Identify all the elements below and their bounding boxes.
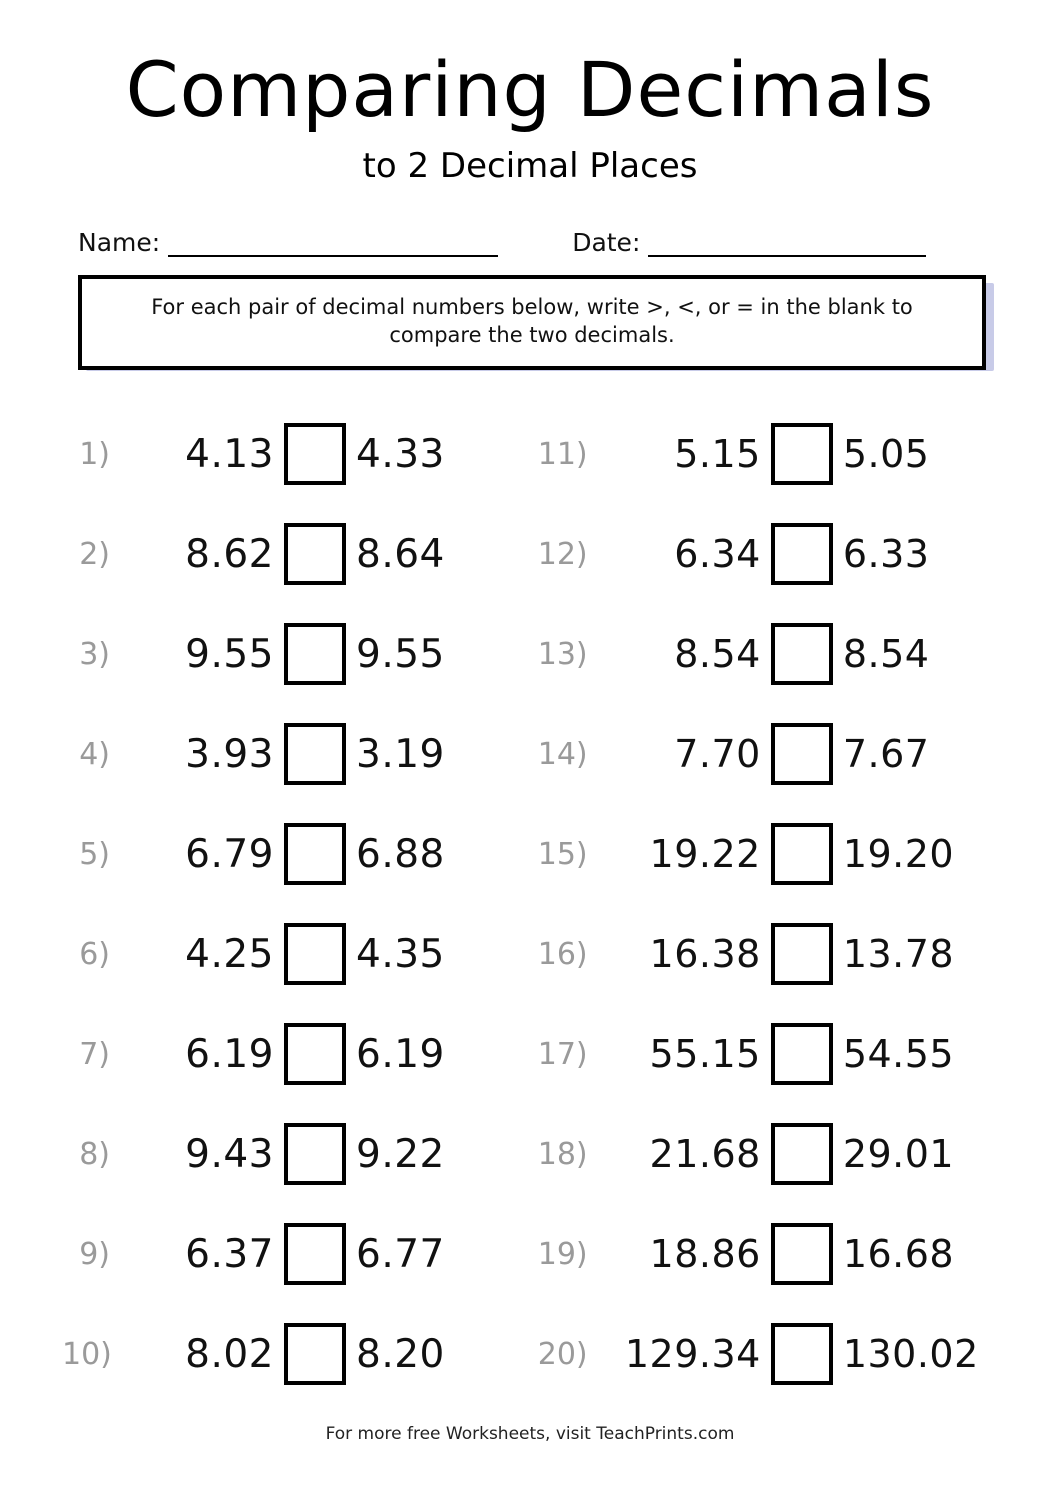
problem-row (532, 704, 1002, 804)
left-operand: 4.13 (185, 431, 274, 477)
problem-number: 17) (537, 1036, 588, 1072)
answer-box[interactable] (771, 423, 833, 485)
left-operand: 55.15 (649, 1032, 761, 1076)
answer-box[interactable] (284, 723, 346, 785)
left-operand: 3.93 (185, 731, 274, 777)
answer-box[interactable] (771, 1023, 833, 1085)
problem-number: 4) (79, 736, 110, 772)
right-operand: 9.22 (356, 1131, 445, 1177)
right-operand: 4.33 (356, 431, 445, 477)
problem-number: 15) (537, 836, 588, 872)
right-operand: 130.02 (842, 1332, 979, 1376)
problem-row (62, 1204, 532, 1304)
left-operand: 16.38 (649, 932, 761, 976)
name-input[interactable] (168, 229, 498, 257)
problem-row (62, 904, 532, 1004)
problem-number: 13) (537, 636, 588, 672)
problem-number: 3) (79, 636, 110, 672)
left-operand: 8.54 (674, 632, 761, 676)
left-operand: 129.34 (624, 1332, 761, 1376)
left-operand: 6.19 (185, 1031, 274, 1077)
problem-row (62, 804, 532, 904)
problem-row (62, 1104, 532, 1204)
page-title: Comparing Decimals (125, 45, 935, 134)
answer-box[interactable] (771, 1323, 833, 1385)
problem-row (532, 1304, 1002, 1404)
problem-number: 7) (79, 1036, 110, 1072)
answer-box[interactable] (284, 423, 346, 485)
answer-box[interactable] (771, 523, 833, 585)
left-operand: 7.70 (674, 732, 761, 776)
problem-number: 1) (79, 436, 110, 472)
problem-row (532, 1104, 1002, 1204)
left-operand: 21.68 (649, 1132, 761, 1176)
problem-row (532, 604, 1002, 704)
answer-box[interactable] (284, 923, 346, 985)
problem-number: 5) (79, 836, 110, 872)
left-operand: 6.34 (674, 532, 761, 576)
right-operand: 5.05 (842, 432, 930, 476)
problem-number: 16) (537, 936, 588, 972)
right-operand: 3.19 (356, 731, 445, 777)
problem-row (62, 504, 532, 604)
name-label: Name: (78, 228, 161, 257)
problem-number: 8) (79, 1136, 110, 1172)
right-operand: 8.54 (842, 632, 930, 676)
problem-number: 11) (537, 436, 588, 472)
right-operand: 19.20 (842, 832, 955, 876)
problem-number: 2) (79, 536, 110, 572)
answer-box[interactable] (771, 623, 833, 685)
problem-row (532, 1204, 1002, 1304)
problem-row (532, 1004, 1002, 1104)
page-subtitle: to 2 Decimal Places (362, 146, 698, 186)
name-date-row (78, 228, 982, 257)
left-operand: 4.25 (185, 931, 274, 977)
left-operand: 8.62 (185, 531, 274, 577)
answer-box[interactable] (284, 1123, 346, 1185)
problem-row (62, 1004, 532, 1104)
answer-box[interactable] (771, 1223, 833, 1285)
right-operand: 7.67 (842, 732, 930, 776)
right-operand: 13.78 (842, 932, 955, 976)
problem-row (532, 504, 1002, 604)
footer-credit: For more free Worksheets, visit TeachPrints.com (325, 1424, 735, 1444)
problem-number: 9) (79, 1236, 110, 1272)
left-operand: 19.22 (649, 832, 761, 876)
problem-column-right (532, 404, 1002, 1404)
problem-number: 6) (79, 936, 110, 972)
problem-number: 12) (537, 536, 588, 572)
answer-box[interactable] (771, 823, 833, 885)
problem-number: 10) (62, 1336, 112, 1372)
problem-row (62, 1304, 532, 1404)
right-operand: 6.19 (356, 1031, 445, 1077)
instruction-container (78, 275, 986, 370)
date-label: Date: (572, 228, 641, 257)
left-operand: 9.43 (185, 1131, 274, 1177)
problem-number: 14) (537, 736, 588, 772)
right-operand: 54.55 (842, 1032, 955, 1076)
answer-box[interactable] (771, 723, 833, 785)
problem-row (532, 904, 1002, 1004)
answer-box[interactable] (284, 1323, 346, 1385)
problem-number: 20) (537, 1336, 588, 1372)
problem-grid (62, 404, 1002, 1404)
problem-row (62, 704, 532, 804)
instruction-box: For each pair of decimal numbers below, write >, <, or = in the blank to compare the two decimals. (78, 275, 986, 370)
problem-row (532, 804, 1002, 904)
left-operand: 8.02 (185, 1331, 274, 1377)
right-operand: 6.88 (356, 831, 445, 877)
problem-row (62, 604, 532, 704)
right-operand: 8.20 (356, 1331, 445, 1377)
right-operand: 9.55 (356, 631, 445, 677)
right-operand: 29.01 (842, 1132, 955, 1176)
left-operand: 18.86 (649, 1232, 761, 1276)
problem-number: 18) (537, 1136, 588, 1172)
problem-row (62, 404, 532, 504)
left-operand: 5.15 (674, 432, 761, 476)
answer-box[interactable] (284, 623, 346, 685)
right-operand: 6.77 (356, 1231, 445, 1277)
right-operand: 4.35 (356, 931, 445, 977)
answer-box[interactable] (771, 1123, 833, 1185)
left-operand: 9.55 (185, 631, 274, 677)
right-operand: 6.33 (842, 532, 930, 576)
answer-box[interactable] (284, 1223, 346, 1285)
date-input[interactable] (648, 229, 926, 257)
problem-number: 19) (537, 1236, 588, 1272)
left-operand: 6.37 (185, 1231, 274, 1277)
right-operand: 8.64 (356, 531, 445, 577)
answer-box[interactable] (771, 923, 833, 985)
left-operand: 6.79 (185, 831, 274, 877)
problem-row (532, 404, 1002, 504)
answer-box[interactable] (284, 1023, 346, 1085)
problem-column-left (62, 404, 532, 1404)
answer-box[interactable] (284, 523, 346, 585)
answer-box[interactable] (284, 823, 346, 885)
right-operand: 16.68 (842, 1232, 955, 1276)
